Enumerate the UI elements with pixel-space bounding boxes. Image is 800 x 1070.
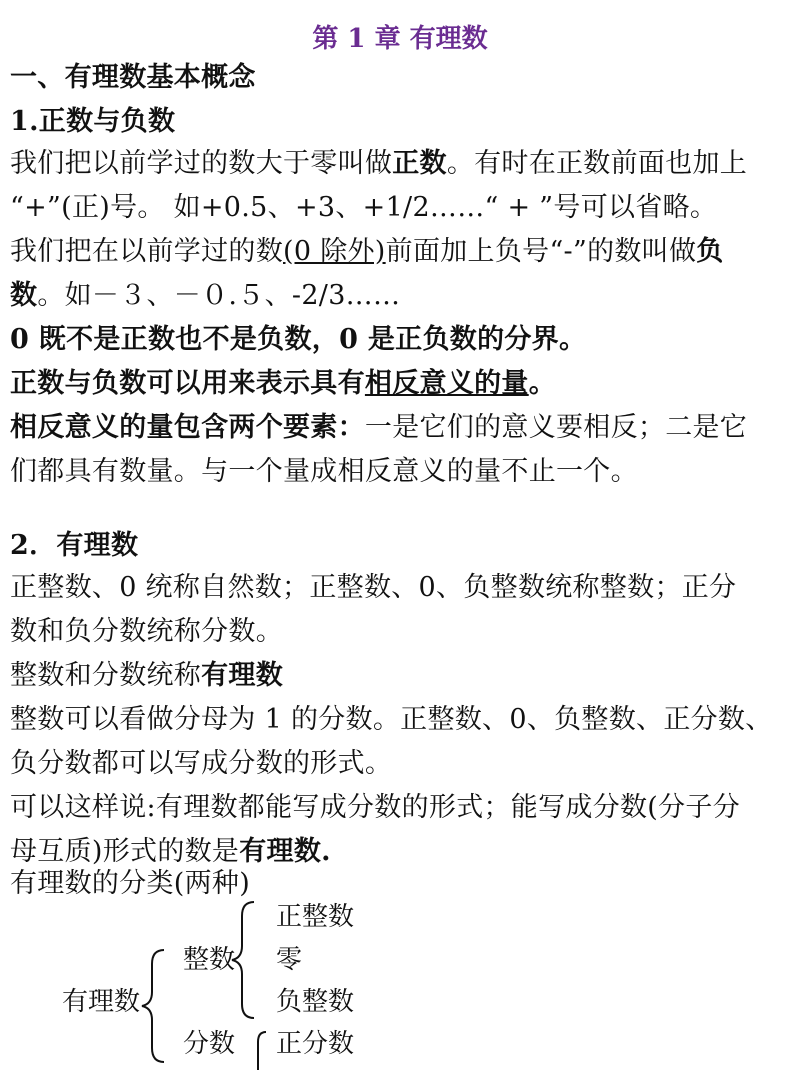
text-span: 一是它们的意义要相反；二是它 [364,412,748,443]
section-heading: 一、有理数基本概念 [10,62,256,93]
paragraph-positive-line2: “+”(正)号。 如+0.5、+3、+1/2……“ + ”号可以省略。 [10,192,718,223]
text-span: 我们把在以前学过的数 [10,236,283,267]
paragraph-natural-line1: 正整数、0 统称自然数；正整数、0、负整数统称整数；正分 [10,572,737,603]
underlined-exception: (0 除外) [283,236,386,267]
term-rational: 有理数. [239,836,331,867]
tree-fraction-label: 分数 [183,1029,236,1059]
text-span: 。 [528,368,557,399]
subsection-heading-positive-negative: 1.正数与负数 [10,106,176,137]
tree-positive-fraction: 正分数 [276,1029,355,1059]
paragraph-fraction-line1: 整数可以看做分母为 1 的分数。正整数、0、负整数、正分数、 [10,704,773,735]
opposite-elements-line1 [10,406,795,450]
opposite-elements-line2: 们都具有数量。与一个量成相反意义的量不止一个。 [10,456,638,487]
text-span: 正数与负数可以用来表示具有 [10,368,365,399]
text-span: 母互质)形式的数是 [10,836,240,867]
paragraph-negative-line1 [10,230,795,274]
term-positive: 正数 [392,148,447,179]
tree-positive-integer: 正整数 [276,902,355,932]
tree-zero: 零 [276,945,303,975]
rational-definition [10,654,795,698]
text-span: 相反意义的量包含两个要素： [10,412,365,443]
root-brace-icon [140,948,170,1063]
underlined-term: 相反意义的量 [364,368,529,399]
integer-brace-icon [230,900,260,1020]
opposite-quantity-statement [10,362,795,406]
paragraph-fraction-line2: 负分数都可以写成分数的形式。 [10,748,393,779]
chapter-title: 第 1 章 有理数 [312,24,488,54]
text-span: 。如－３、－０.５、-2/3…… [37,280,401,311]
text-span: 我们把以前学过的数大于零叫做 [10,148,393,179]
tree-integer-label: 整数 [183,945,236,975]
classification-tree [0,890,800,1063]
zero-statement: 0 既不是正数也不是负数，0 是正负数的分界。 [10,324,587,355]
text-span: 。有时在正数前面也加上 [446,148,748,179]
paragraph-natural-line2: 数和负分数统称分数。 [10,616,283,647]
fraction-brace-icon [252,1030,272,1070]
term-rational: 有理数 [201,660,284,691]
tree-negative-integer: 负整数 [276,987,355,1017]
term-negative-part1: 负 [696,236,724,267]
paragraph-negative-line2 [10,274,795,318]
term-negative-part2: 数 [10,280,38,311]
classification-caption: 有理数的分类(两种) [10,868,251,899]
text-span: 整数和分数统称 [10,660,202,691]
paragraph-summary-line1: 可以这样说:有理数都能写成分数的形式；能写成分数(分子分 [10,792,741,823]
subsection-heading-rational: 2．有理数 [10,530,139,561]
text-span: 前面加上负号“-”的数叫做 [385,236,697,267]
tree-root-label: 有理数 [62,987,141,1017]
paragraph-positive-line1 [10,142,795,186]
